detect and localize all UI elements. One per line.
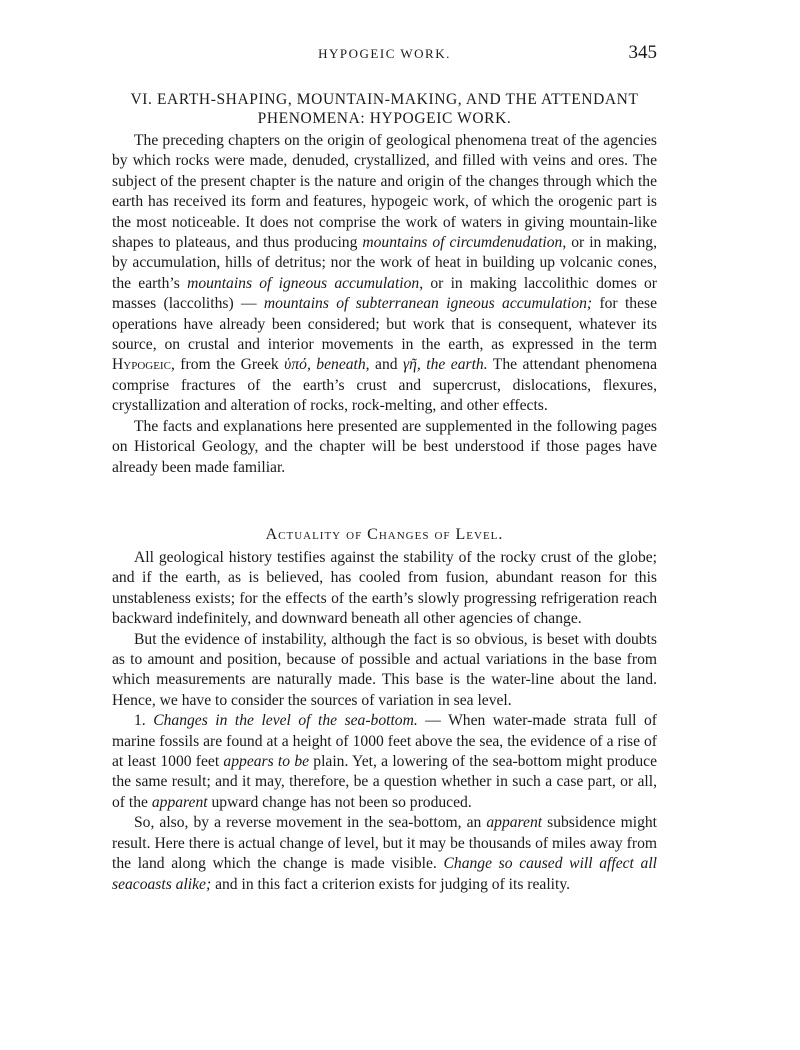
section-heading: Actuality of Changes of Level. [265, 526, 504, 543]
intro-paragraph-2: The facts and explanations here presented are supplemented in the following pages on Historical Geology, and the chapter will be best understood if those pages have already been made familiar. [112, 417, 657, 476]
section-paragraph-4: So, also, by a reverse movement in the sea-bottom, an apparent subsidence might result. Here there is actual change of level, but it may be thousands of miles away from the land along which the change is made visible. Change so caused will affect all seacoasts alike; and in this fact a criterion exists for judging of its reality. [112, 814, 658, 893]
section-paragraph-1: All geological history testifies against the stability of the rocky crust of the globe; and if the earth, as is believed, has cooled from fusion, abundant reason for this unstableness exists; for the effects of the earth’s slowly progressing refrigeration reach backward indefinitely, and downward beneath all other agencies of change. [112, 549, 657, 628]
chapter-title-line-1: VI. EARTH-SHAPING, MOUNTAIN-MAKING, AND THE ATTENDANT [130, 91, 639, 108]
section-text [112, 548, 657, 895]
section-paragraph-2: But the evidence of instability, although the fact is so obvious, is beset with doubts as to amount and position, because of possible and actual variations in the base from which measurements are naturally made. This base is the water-line about the land. Hence, we have to consider the sources of variation in sea level. [112, 630, 657, 709]
running-title: HYPOGEIC WORK. [318, 46, 451, 61]
running-head [112, 42, 657, 66]
page-number: 345 [628, 42, 657, 63]
intro-text [112, 131, 657, 478]
chapter-title [112, 90, 657, 128]
chapter-title-line-2: PHENOMENA: HYPOGEIC WORK. [257, 110, 512, 127]
intro-paragraph-1: The preceding chapters on the origin of geological phenomena treat of the agencies by which rocks were made, denuded, crystallized, and filled with veins and ores. The subject of the present chapter is the nature and origin of the changes through which the earth has received its form and features, hypogeic work, of which the orogenic part is the most noticeable. It does not comprise the work of waters in giving mountain-like shapes to plateaus, and thus producing mountains of circumdenudation, or in making, by accumulation, hills of detritus; nor the work of heat in building up volcanic cones, the earth’s mountains of igneous accumulation, or in making laccolithic domes or masses (laccoliths) — mountains of subterranean igneous accumulation; for these operations have already been considered; but work that is consequent, whatever its source, on crustal and interior movements in the earth, as expressed in the term Hypogeic, from the Greek ὑπό, beneath, and γῆ, the earth. The attendant phenomena comprise fractures of the earth’s crust and supercrust, dislocations, flexures, crystallization and alteration of rocks, rock-melting, and other effects. [112, 132, 658, 415]
section-paragraph-3: 1. Changes in the level of the sea-bottom. — When water-made strata full of marine fossils are found at a height of 1000 feet above the sea, the evidence of a rise of at least 1000 feet appears to be plain. Yet, a lowering of the sea-bottom might produce the same result; and it may, therefore, be a question whether in such a case part, or all, of the apparent upward change has not been so produced. [112, 712, 657, 811]
